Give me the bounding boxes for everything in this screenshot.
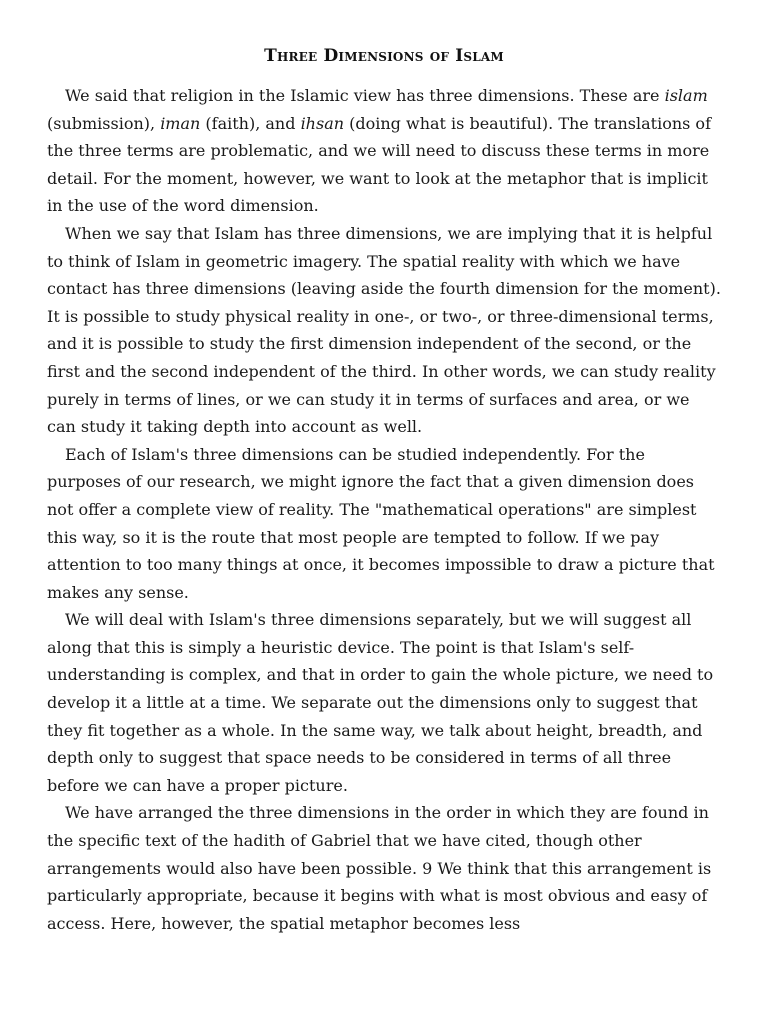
text-run: We have arranged the three dimensions in the order in which they are found in the specific text of the hadith of Gabriel that we have cited, though other arrangements would also have been possible. 9 We think that this arrangement is particularly appropriate, because it begins with what is most obvious and easy of access. Here, however, the spatial metaphor becomes less bbox=[47, 803, 712, 933]
paragraph bbox=[47, 799, 721, 937]
text-run: (faith), and bbox=[200, 113, 301, 133]
paragraph bbox=[47, 220, 721, 441]
text-run: Each of Islam's three dimensions can be studied independently. For the purposes of our research, we might ignore the fact that a given dimension does not offer a complete view of reality. The "mathematical operations" are simplest this way, so it is the route that most people are tempted to follow. If we pay attention to too many things at once, it becomes impossible to draw a picture that makes any sense. bbox=[47, 444, 715, 602]
paragraph bbox=[47, 441, 721, 607]
paragraph bbox=[47, 606, 721, 799]
italic-term: ihsan bbox=[300, 113, 345, 133]
body-text bbox=[47, 82, 721, 937]
text-run: We will deal with Islam's three dimensions separately, but we will suggest all along that this is simply a heuristic device. The point is that Islam's self-understanding is complex, and that in order to gain the whole picture, we need to develop it a little at a time. We separate out the dimensions only to suggest that they fit together as a whole. In the same way, we talk about height, breadth, and depth only to suggest that space needs to be considered in terms of all three before we can have a proper picture. bbox=[47, 610, 714, 795]
text-run: (submission), bbox=[47, 113, 161, 133]
paragraph bbox=[47, 82, 721, 220]
italic-term: iman bbox=[160, 113, 201, 133]
text-run: We said that religion in the Islamic view has three dimensions. These are bbox=[65, 86, 665, 105]
page-title: Three Dimensions of Islam bbox=[264, 46, 504, 66]
text-run: When we say that Islam has three dimensions, we are implying that it is helpful to think of Islam in geometric imagery. The spatial reality with which we have contact has three dimensions (leaving aside the fourth dimension for the moment). It is possible to study physical reality in one-, or two-, or three-dimensional terms, and it is possible to study the first dimension independent of the second, or the first and the second independent of the third. In other words, we can study reality purely in terms of lines, or we can study it in terms of surfaces and area, or we can study it taking depth into account as well. bbox=[47, 223, 721, 437]
italic-term: islam bbox=[664, 86, 708, 105]
text-run: (doing what is beautiful). The translations of the three terms are problematic, and we will need to discuss these terms in more detail. For the moment, however, we want to look at the metaphor that is implicit in the use of the word dimension. bbox=[47, 113, 711, 216]
